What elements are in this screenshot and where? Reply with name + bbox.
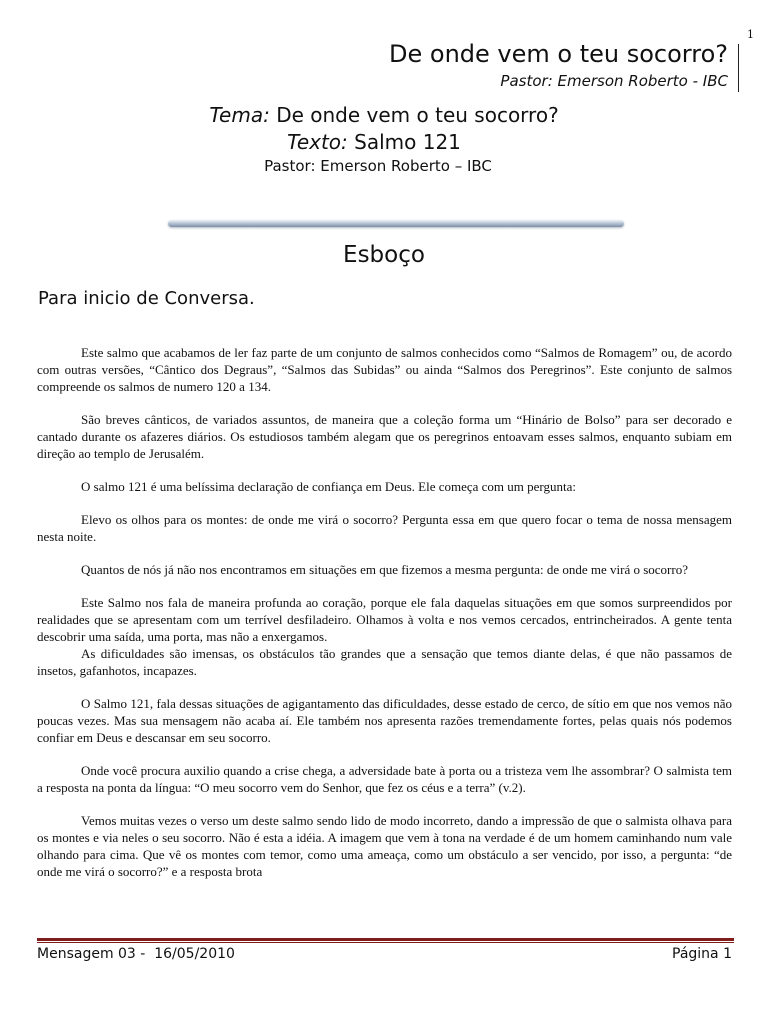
footer-page-label: Página 1 [672, 946, 732, 962]
footer-message-date: Mensagem 03 - 16/05/2010 [37, 946, 235, 962]
tema-value: De onde vem o teu socorro? [276, 103, 559, 127]
paragraph: O Salmo 121, fala dessas situações de agigantamento das dificuldades, desse estado de cerco, de sítio em que nos vemos não poucas vezes. Mas sua mensagem não acaba aí. Ele também nos apresenta razões tremendamente fortes, pelas quais nós podemos confiar em Deus e descansar em seu socorro. [37, 696, 732, 745]
header-page-number: 1 [747, 28, 754, 41]
header-vertical-rule [738, 44, 739, 92]
paragraph: Onde você procura auxilio quando a crise chega, a adversidade bate à porta ou a tristeza vem lhe assombrar? O salmista tem a resposta na ponta da língua: “O meu socorro vem do Senhor, que fez os céus e a terra” (v.2). [37, 763, 732, 795]
texto-line [0, 130, 748, 154]
texto-value: Salmo 121 [354, 130, 461, 154]
paragraph: As dificuldades são imensas, os obstáculos tão grandes que a sensação que temos diante delas, é que não passamos de insetos, gafanhotos, incapazes. [37, 646, 732, 678]
paragraph: Este salmo que acabamos de ler faz parte de um conjunto de salmos conhecidos como “Salmos de Romagem” ou, de acordo com outras versões, “Cântico dos Degraus”, “Salmos das Subidas” ou ainda “Salmos dos Peregrinos”. Este conjunto de salmos compreende os salmos de numero 120 a 134. [37, 345, 732, 394]
paragraph: Vemos muitas vezes o verso um deste salmo sendo lido de modo incorreto, dando a impressão de que o salmista olhava para os montes e via neles o seu socorro. Não é esta a idéia. A imagem que vem à tona na verdade é de um homem caminhando num vale olhando para cima. Que vê os montes com temor, como uma ameaça, como um obstáculo a ser vencido, por isso, a pergunta: “de onde me virá o socorro?” e a resposta brota [37, 813, 732, 879]
paragraph: Elevo os olhos para os montes: de onde me virá o socorro? Pergunta essa em que quero focar o tema de nossa mensagem nesta noite. [37, 512, 732, 544]
section-heading: Para inicio de Conversa. [38, 288, 255, 309]
footer-rule [37, 938, 734, 941]
tema-label: Tema: [209, 103, 270, 127]
paragraph: Quantos de nós já não nos encontramos em situações em que fizemos a mesma pergunta: de onde me virá o socorro? [81, 562, 688, 577]
texto-label: Texto: [287, 130, 348, 154]
tema-line [0, 103, 768, 127]
body-text [37, 344, 732, 922]
paragraph: São breves cânticos, de variados assuntos, de maneira que a coleção forma um “Hinário de Bolso” para ser decorado e cantado durante os afazeres diários. Os estudiosos também alegam que os peregrinos entoavam esses salmos, enquanto subiam em direção ao templo de Jerusalém. [37, 412, 732, 461]
pastor-line: Pastor: Emerson Roberto – IBC [264, 157, 492, 175]
running-header-pastor: Pastor: Emerson Roberto - IBC [500, 72, 728, 90]
footer-rule-thin [37, 942, 734, 943]
paragraph: Este Salmo nos fala de maneira profunda ao coração, porque ele fala daquelas situações em que somos surpreendidos por realidades que se apresentam com um terrível desfiladeiro. Olhamos à volta e nos vemos cercados, entrincheirados. A gente tenta descobrir uma saída, uma porta, mas não a enxergamos. [37, 595, 732, 644]
esboco-heading: Esboço [343, 242, 425, 268]
decorative-divider [168, 220, 624, 227]
running-header-title: De onde vem o teu socorro? [389, 40, 728, 68]
paragraph: O salmo 121 é uma belíssima declaração de confiança em Deus. Ele começa com um pergunta: [81, 479, 577, 494]
